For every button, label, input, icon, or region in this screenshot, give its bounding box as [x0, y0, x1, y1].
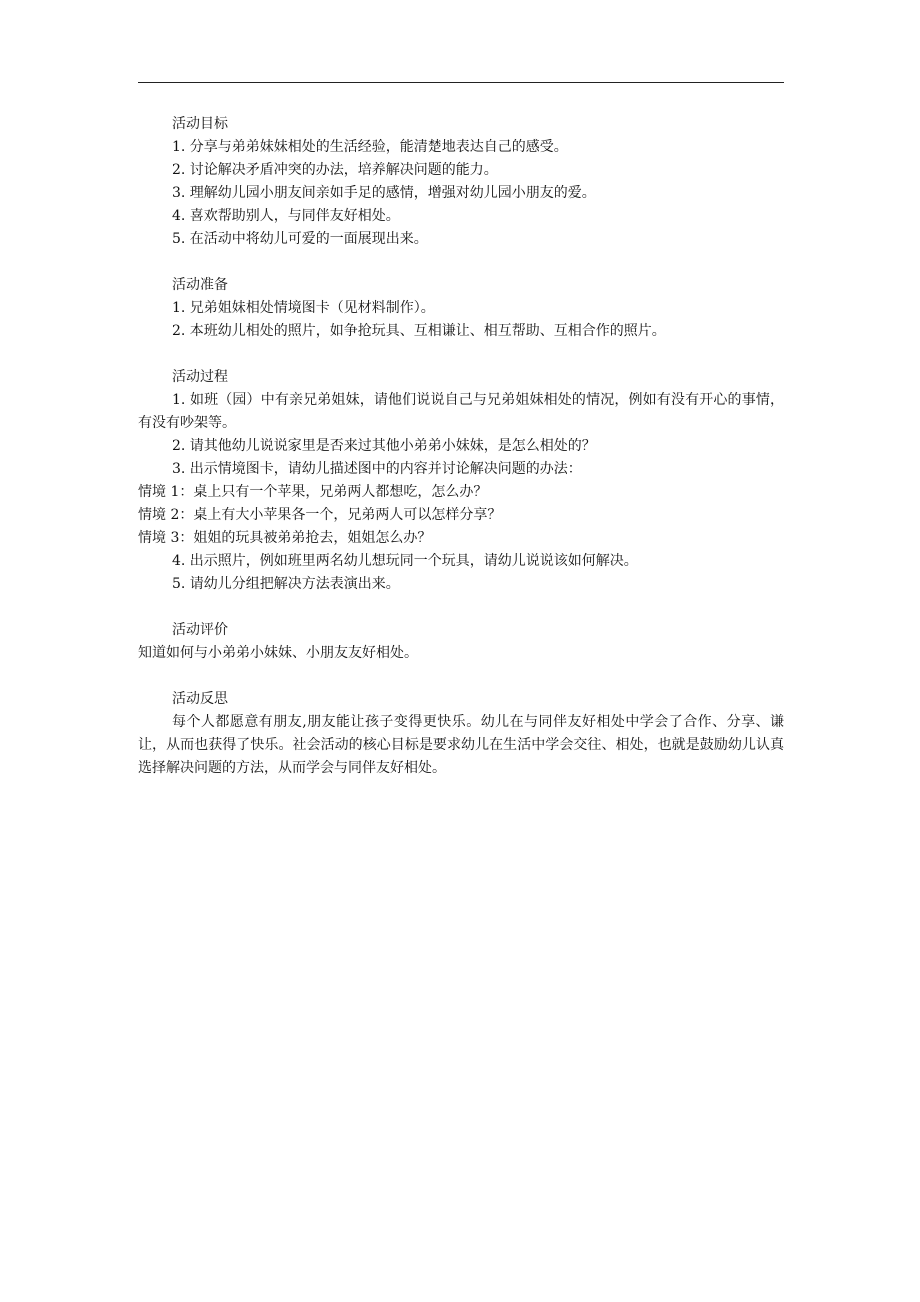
scenario-2: 情境 2：桌上有大小苹果各一个，兄弟两人可以怎样分享？ — [138, 507, 502, 523]
process-step-5: 5. 请幼儿分组把解决方法表演出来。 — [172, 576, 400, 592]
process-step-2: 2. 请其他幼儿说说家里是否来过其他小弟弟小妹妹，是怎么相处的？ — [172, 438, 596, 454]
goal-item-4: 4. 喜欢帮助别人，与同伴友好相处。 — [172, 208, 400, 224]
reflection-text: 每个人都愿意有朋友,朋友能让孩子变得更快乐。幼儿在与同伴友好相处中学会了合作、分享、谦让，从而也获得了快乐。社会活动的核心目标是要求幼儿在生活中学会交往、相处，也就是鼓励幼儿认真选择解决问题的方法，从而学会与同伴友好相处。 — [138, 714, 784, 776]
scenario-3: 情境 3：姐姐的玩具被弟弟抢去，姐姐怎么办？ — [138, 530, 432, 546]
section-evaluation — [138, 619, 784, 665]
document-body — [138, 113, 784, 803]
section-process — [138, 366, 784, 596]
goal-item-5: 5. 在活动中将幼儿可爱的一面展现出来。 — [172, 231, 428, 247]
scenario-1: 情境 1：桌上只有一个苹果，兄弟两人都想吃，怎么办？ — [138, 484, 488, 500]
section-reflection — [138, 688, 784, 780]
section-goals — [138, 113, 784, 251]
prep-item-1: 1. 兄弟姐妹相处情境图卡（见材料制作）。 — [172, 300, 435, 316]
goal-item-1: 1. 分享与弟弟妹妹相处的生活经验，能清楚地表达自己的感受。 — [172, 139, 568, 155]
section-title-prep: 活动准备 — [172, 277, 228, 293]
section-title-reflection: 活动反思 — [172, 691, 228, 707]
goal-item-3: 3. 理解幼儿园小朋友间亲如手足的感情，增强对幼儿园小朋友的爱。 — [172, 185, 596, 201]
header-rule — [138, 82, 784, 83]
evaluation-text: 知道如何与小弟弟小妹妹、小朋友友好相处。 — [138, 645, 418, 661]
section-title-goals: 活动目标 — [172, 116, 228, 132]
section-prep — [138, 274, 784, 343]
process-step-3: 3. 出示情境图卡，请幼儿描述图中的内容并讨论解决问题的办法： — [172, 461, 582, 477]
section-title-process: 活动过程 — [172, 369, 228, 385]
section-title-evaluation: 活动评价 — [172, 622, 228, 638]
goal-item-2: 2. 讨论解决矛盾冲突的办法，培养解决问题的能力。 — [172, 162, 498, 178]
process-step-4: 4. 出示照片，例如班里两名幼儿想玩同一个玩具，请幼儿说说该如何解决。 — [172, 553, 638, 569]
process-step-1: 1. 如班（园）中有亲兄弟姐妹，请他们说说自己与兄弟姐妹相处的情况，例如有没有开心的事情，有没有吵架等。 — [138, 392, 784, 431]
prep-item-2: 2. 本班幼儿相处的照片，如争抢玩具、互相谦让、相互帮助、互相合作的照片。 — [172, 323, 666, 339]
